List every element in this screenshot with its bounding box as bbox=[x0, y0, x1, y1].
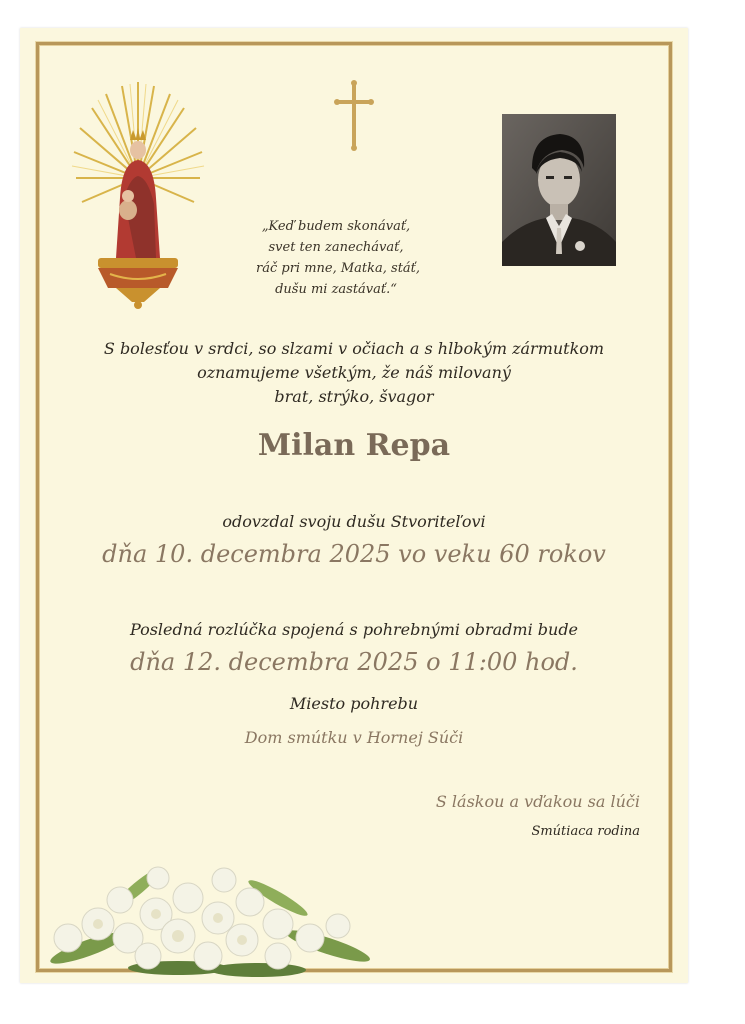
verse-line: „Keď budem skonávať, bbox=[261, 219, 411, 234]
verse-line: dušu mi zastávať.“ bbox=[275, 282, 397, 297]
signature-text: Smútiaca rodina bbox=[531, 824, 640, 839]
obituary-sheet bbox=[20, 28, 688, 983]
verse-line: svet ten zanechávať, bbox=[268, 240, 404, 255]
funeral-place: Dom smútku v Hornej Súči bbox=[244, 728, 464, 747]
verse-block bbox=[256, 216, 421, 300]
verse-line: ráč pri mne, Matka, stáť, bbox=[256, 261, 421, 276]
intro-line: oznamujeme všetkým, že náš milovaný bbox=[197, 363, 511, 382]
deceased-name: Milan Repa bbox=[257, 428, 451, 463]
funeral-date: dňa 12. decembra 2025 o 11:00 hod. bbox=[130, 648, 578, 676]
intro-text bbox=[20, 337, 688, 409]
place-label: Miesto pohrebu bbox=[289, 694, 419, 713]
portrait-photo bbox=[502, 114, 616, 266]
madonna-icon bbox=[70, 78, 206, 310]
death-date: dňa 10. decembra 2025 vo veku 60 rokov bbox=[102, 540, 606, 568]
intro-line: brat, strýko, švagor bbox=[274, 387, 434, 406]
flower-bouquet bbox=[28, 828, 398, 988]
cross-icon bbox=[334, 80, 374, 152]
funeral-line: Posledná rozlúčka spojená s pohrebnými obradmi bude bbox=[129, 620, 579, 639]
death-line: odovzdal svoju dušu Stvoriteľovi bbox=[222, 512, 486, 531]
intro-line: S bolesťou v srdci, so slzami v očiach a s hlbokým zármutkom bbox=[103, 339, 605, 358]
farewell-text: S láskou a vďakou sa lúči bbox=[435, 792, 640, 811]
